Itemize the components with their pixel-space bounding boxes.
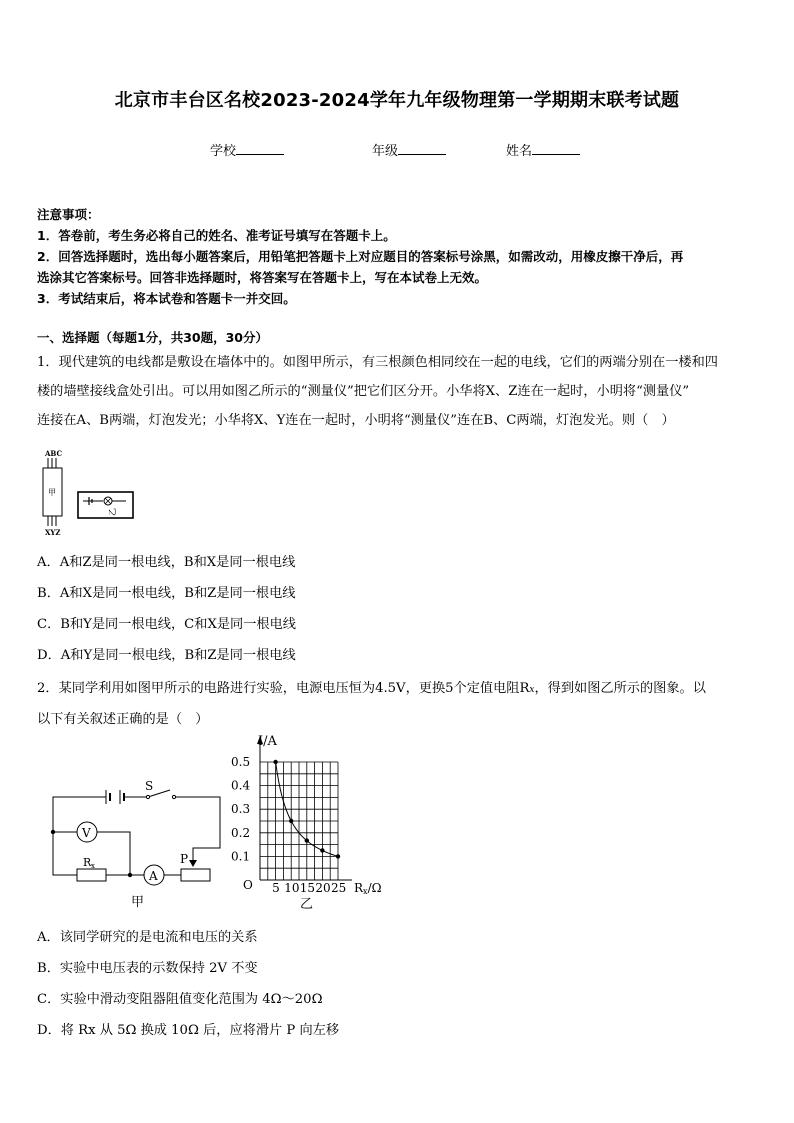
switch-label: S (145, 779, 154, 793)
y-tick-label: 0.4 (231, 778, 251, 793)
note-item: 3．考试结束后，将本试卷和答题卡一并交回。 (37, 291, 296, 306)
ammeter-label: A (149, 869, 158, 883)
x-tick-label: 25 (331, 881, 347, 895)
school-field[interactable] (210, 140, 284, 159)
circuit-caption: 甲 (131, 895, 145, 910)
student-info-row (0, 140, 794, 160)
question-1 (37, 348, 759, 435)
option-c[interactable]: C．B和Y是同一根电线，C和X是同一根电线 (37, 617, 296, 632)
grade-label: 年级 (372, 144, 399, 159)
question-text: 2．某同学利用如图甲所示的电路进行实验，电源电压恒为4.5V，更换5个定值电阻Rx，得到如图乙所示的图象。以 (37, 681, 706, 696)
grade-field[interactable] (372, 140, 446, 159)
current-resistance-graph (228, 732, 394, 916)
notes-heading: 注意事项： (37, 207, 100, 222)
option-d[interactable]: D．将 Rx 从 5Ω 换成 10Ω 后，应将滑片 P 向左移 (37, 1023, 340, 1038)
y-tick-label: 0.5 (231, 755, 251, 769)
graph-caption: 乙 (300, 897, 314, 912)
wire-figure (36, 448, 140, 538)
graph-ticks (231, 755, 346, 895)
circuit-diagram (44, 772, 230, 914)
y-tick-label: 0.3 (231, 802, 251, 817)
question-text: 连接在A、B两端，灯泡发光；小华将X、Y连在一起时，小明将“测量仪”连在B、C两端，灯泡发光。则（ ） (37, 413, 675, 428)
data-point (305, 838, 309, 842)
voltmeter-label: V (82, 826, 91, 840)
question-text: 以下有关叙述正确的是（ ） (37, 712, 209, 727)
question-text: 楼的墙壁接线盒处引出。可以用如图乙所示的“测量仪”把它们区分开。小华将X、Z连在一起时，小明将“测量仪” (37, 384, 690, 399)
resistor-label: R (83, 856, 92, 869)
school-label: 学校 (210, 144, 237, 159)
note-item: 选涂其它答案标号。回答非选择题时，将答案写在答题卡上，写在本试卷上无效。 (37, 270, 488, 285)
origin-label: O (243, 878, 253, 892)
x-tick-label: 20 (315, 881, 331, 895)
y-axis-label: I/A (258, 734, 277, 749)
x-tick-label: 10 (284, 881, 300, 895)
option-a[interactable]: A．A和Z是同一根电线，B和X是同一根电线 (37, 555, 296, 570)
y-tick-label: 0.1 (231, 849, 251, 864)
note-item: 1．答卷前，考生务必将自己的姓名、准考证号填写在答题卡上。 (37, 228, 396, 243)
x-tick-label: 15 (299, 881, 316, 895)
option-b[interactable]: B．实验中电压表的示数保持 2V 不变 (37, 961, 258, 976)
x-tick-label: 5 (272, 881, 280, 895)
option-c[interactable]: C．实验中滑动变阻器阻值变化范围为 4Ω～20Ω (37, 992, 323, 1007)
figure-label-yi: 乙 (108, 508, 117, 516)
graph-grid (260, 762, 338, 880)
subscript: x (529, 685, 535, 695)
section-heading: 一、选择题（每题1分，共30题，30分） (37, 330, 268, 345)
notes-block (37, 204, 759, 309)
data-point (336, 854, 340, 858)
name-label: 姓名 (506, 144, 533, 159)
slider-label: P (180, 852, 189, 866)
figure-label-top: ABC (45, 449, 63, 458)
figure-label-bottom: XYZ (45, 528, 61, 537)
data-point (320, 848, 324, 852)
question-2 (37, 674, 759, 734)
option-a[interactable]: A．该同学研究的是电流和电压的关系 (37, 930, 258, 945)
data-point (273, 760, 277, 764)
option-d[interactable]: D．A和Y是同一根电线，B和Z是同一根电线 (37, 648, 296, 663)
y-tick-label: 0.2 (231, 825, 251, 840)
page-title: 北京市丰台区名校2023-2024学年九年级物理第一学期期末联考试题 (114, 90, 680, 111)
figure-label-jia: 甲 (48, 488, 56, 497)
question-text: 1．现代建筑的电线都是敷设在墙体中的。如图甲所示，有三根颜色相同绞在一起的电线，它们的两端分别在一楼和四 (37, 355, 718, 370)
resistor-subscript: x (91, 862, 95, 870)
option-b[interactable]: B．A和X是同一根电线，B和Z是同一根电线 (37, 586, 296, 601)
name-field[interactable] (506, 140, 580, 159)
x-axis-label: Rx/Ω (354, 881, 382, 896)
note-item: 2．回答选择题时，选出每小题答案后，用铅笔把答题卡上对应题目的答案标号涂黑，如需改动，用橡皮擦干净后，再 (37, 249, 684, 264)
data-point (289, 819, 293, 823)
